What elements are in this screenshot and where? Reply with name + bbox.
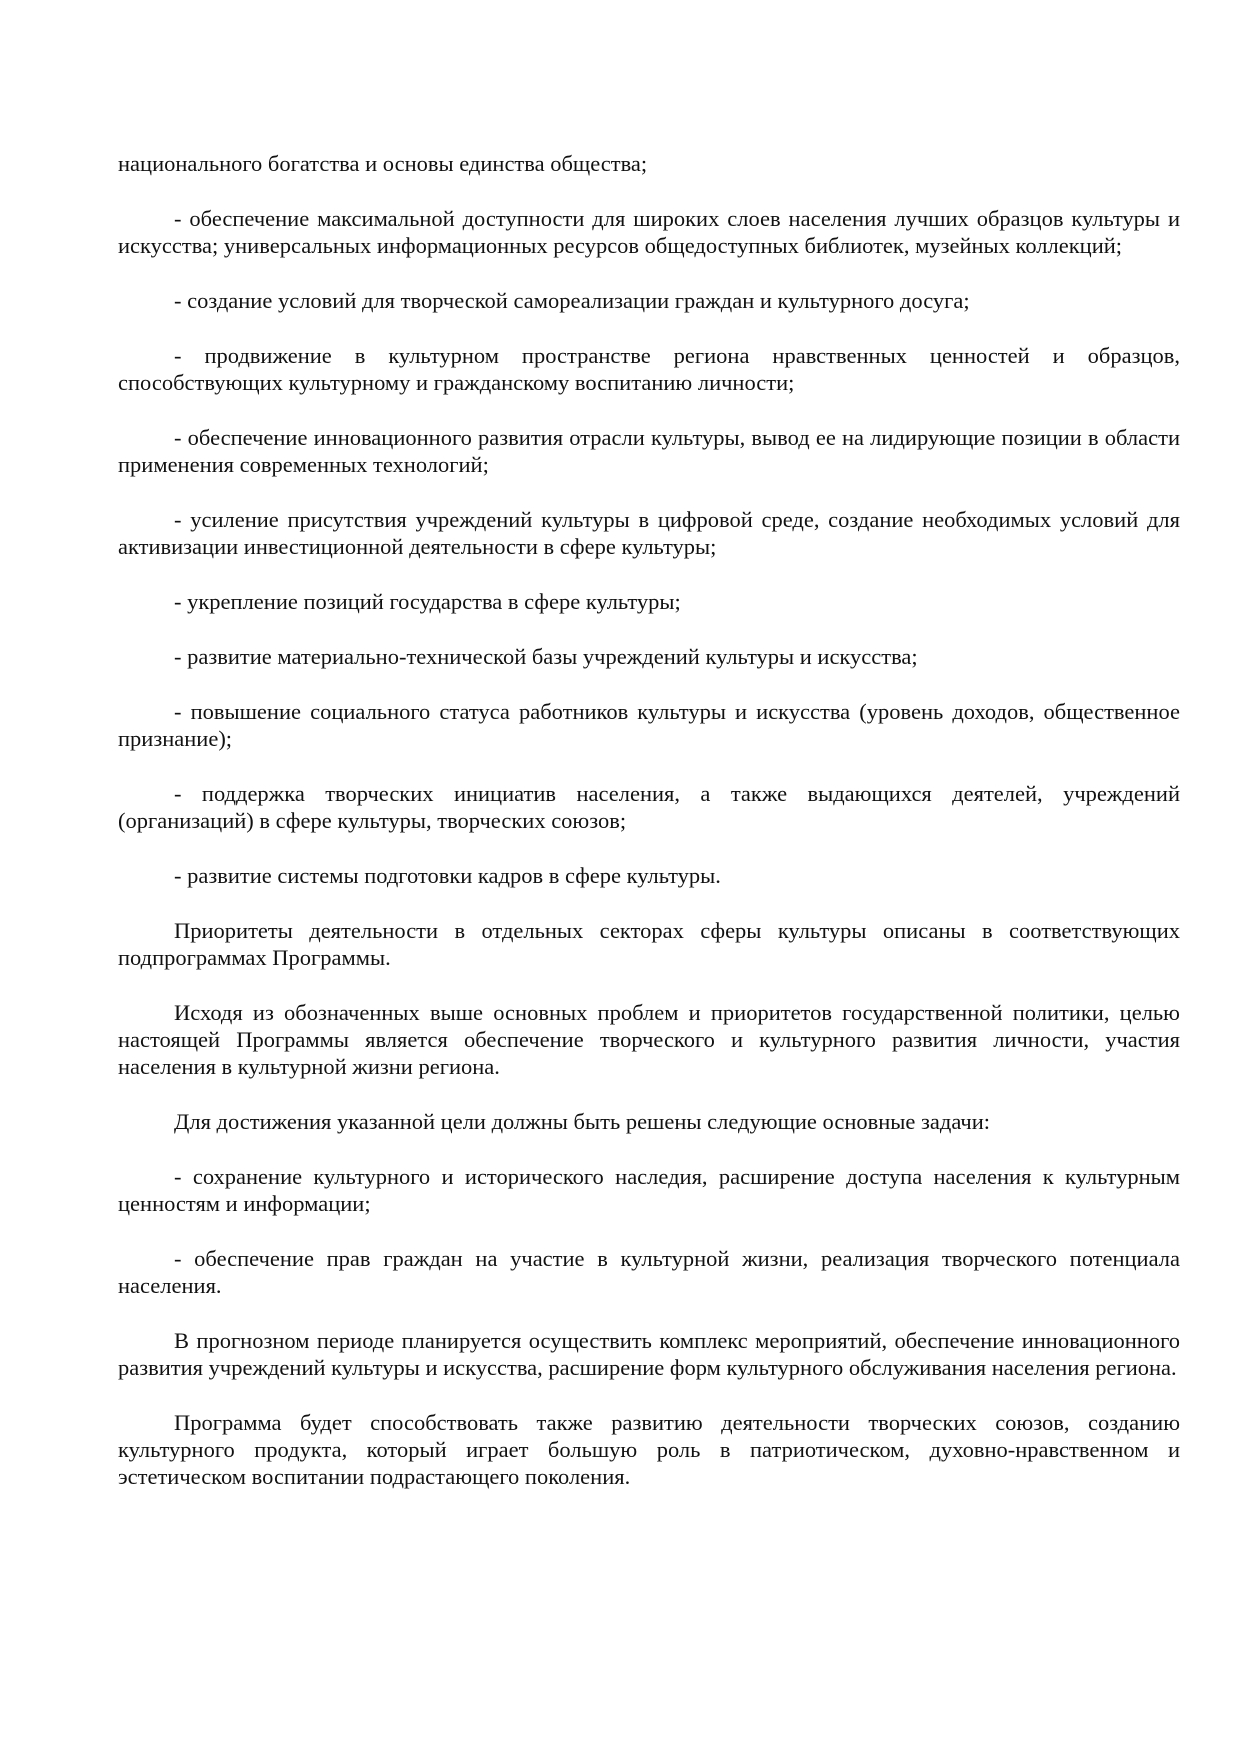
list-item-digital-presence: - усиление присутствия учреждений культуры в цифровой среде, создание необходимых условий для активизации инвестиционной деятельности в сфере культуры;	[118, 507, 1180, 559]
list-item-self-realization: - создание условий для творческой самореализации граждан и культурного досуга;	[174, 288, 970, 313]
list-item-state-positions: - укрепление позиций государства в сфере культуры;	[174, 589, 681, 614]
document-body	[118, 150, 1180, 1518]
list-item-innovation: - обеспечение инновационного развития отрасли культуры, вывод ее на лидирующие позиции в области применения современных технологий;	[118, 425, 1180, 477]
list-item-heritage: - сохранение культурного и исторического наследия, расширение доступа населения к культурным ценностям и информации;	[118, 1164, 1180, 1216]
paragraph-continuation: национального богатства и основы единства общества;	[118, 151, 648, 176]
list-item-social-status: - повышение социального статуса работников культуры и искусства (уровень доходов, общественное признание);	[118, 699, 1180, 751]
paragraph-forecast-period: В прогнозном периоде планируется осуществить комплекс мероприятий, обеспечение инновационного развития учреждений культуры и искусства, расширение форм культурного обслуживания населения региона.	[118, 1328, 1180, 1380]
list-item-personnel-training: - развитие системы подготовки кадров в сфере культуры.	[174, 863, 721, 888]
list-item-moral-values: - продвижение в культурном пространстве региона нравственных ценностей и образцов, способствующих культурному и гражданскому воспитанию личности;	[118, 343, 1180, 395]
paragraph-tasks-intro: Для достижения указанной цели должны быть решены следующие основные задачи:	[174, 1109, 991, 1134]
list-item-material-base: - развитие материально-технической базы учреждений культуры и искусства;	[174, 644, 918, 669]
paragraph-creative-unions: Программа будет способствовать также развитию деятельности творческих союзов, созданию культурного продукта, который играет большую роль в патриотическом, духовно-нравственном и эстетическом воспитании подрастающего поколения.	[118, 1410, 1180, 1489]
list-item-creative-initiatives: - поддержка творческих инициатив населения, а также выдающихся деятелей, учреждений (организаций) в сфере культуры, творческих союзов;	[118, 781, 1180, 833]
list-item-accessibility: - обеспечение максимальной доступности для широких слоев населения лучших образцов культуры и искусства; универсальных информационных ресурсов общедоступных библиотек, музейных коллекций;	[118, 206, 1180, 258]
paragraph-program-goal: Исходя из обозначенных выше основных проблем и приоритетов государственной политики, целью настоящей Программы является обеспечение творческого и культурного развития личности, участия населения в культурной жизни региона.	[118, 1000, 1180, 1079]
list-item-citizen-rights: - обеспечение прав граждан на участие в культурной жизни, реализация творческого потенциала населения.	[118, 1246, 1180, 1298]
paragraph-priorities: Приоритеты деятельности в отдельных секторах сферы культуры описаны в соответствующих подпрограммах Программы.	[118, 918, 1180, 970]
